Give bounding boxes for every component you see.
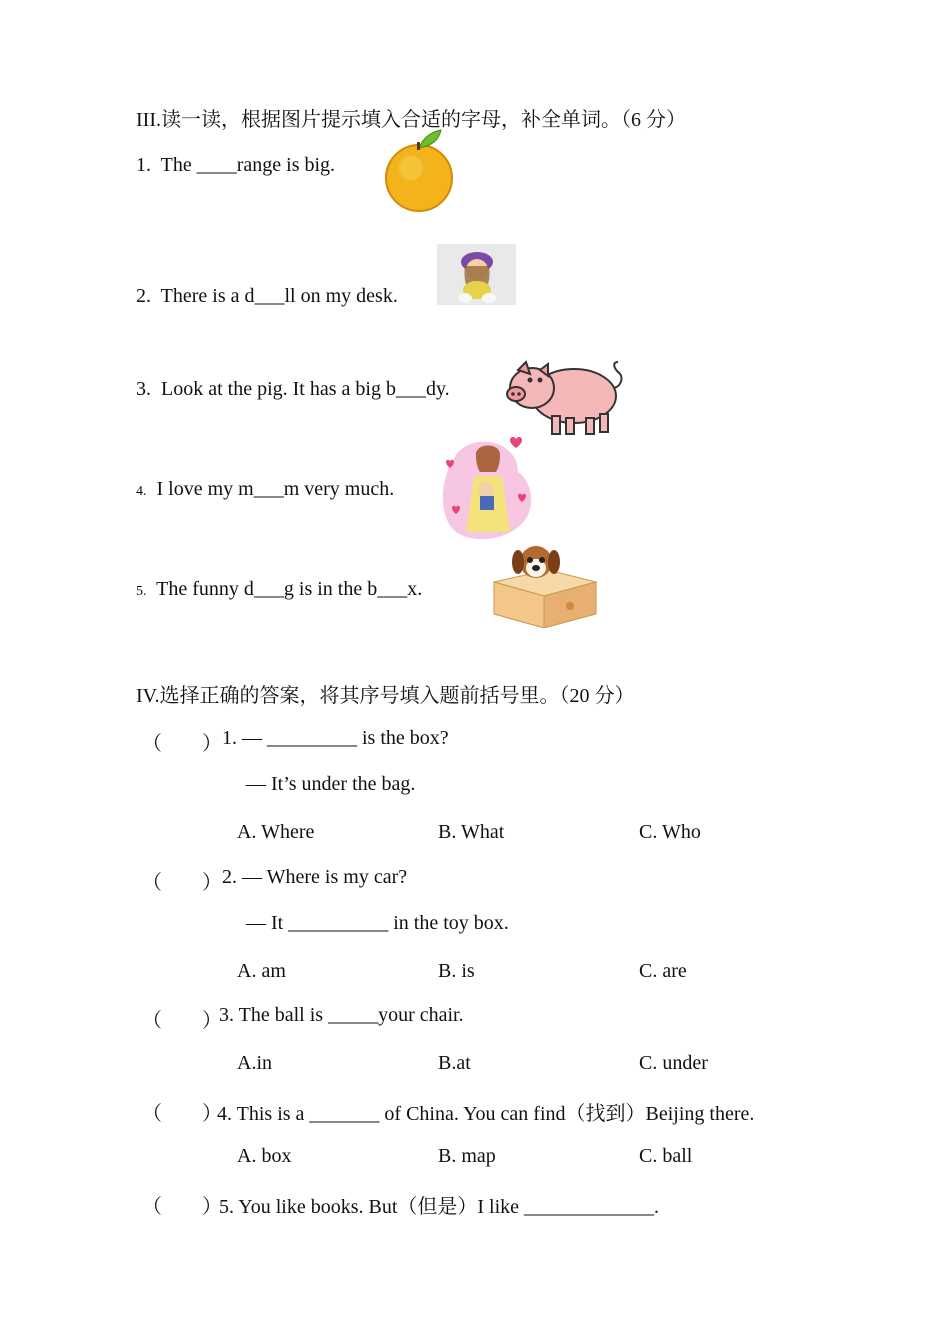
- doll-icon: [437, 244, 516, 305]
- s3-item-1: [136, 154, 335, 177]
- s3-item-1-text: The ____range is big.: [160, 154, 336, 176]
- s3-item-1-num: 1.: [136, 154, 151, 176]
- s3-item-5-num: 5.: [136, 584, 147, 599]
- q1-stem: 1. — _________ is the box?: [222, 727, 449, 749]
- s3-item-3-text: Look at the pig. It has a big b___dy.: [161, 378, 450, 400]
- q4-option-c: C. ball: [639, 1145, 693, 1167]
- q3-bracket[interactable]: （ ）: [142, 1010, 222, 1032]
- mother-child-icon: [438, 432, 538, 542]
- section-3-title: III.读一读，根据图片提示填入合适的字母，补全单词。（6 分）: [136, 109, 686, 131]
- q2-stem: 2. — Where is my car?: [222, 866, 408, 888]
- q4-option-a: A. box: [237, 1145, 292, 1167]
- orange-icon: [383, 126, 457, 214]
- q3-option-a: A.in: [237, 1052, 272, 1074]
- section-4-title: IV.选择正确的答案，将其序号填入题前括号里。（20 分）: [136, 685, 635, 707]
- q3-stem: 3. The ball is _____your chair.: [219, 1004, 464, 1026]
- s3-item-4-num: 4.: [136, 484, 147, 499]
- s3-item-3-num: 3.: [136, 378, 151, 400]
- q2-option-b: B. is: [438, 960, 475, 982]
- q1-bracket[interactable]: （ ）: [142, 733, 222, 755]
- q3-option-b: B.at: [438, 1052, 471, 1074]
- q2-option-c: C. are: [639, 960, 687, 982]
- s3-item-2: [136, 285, 398, 308]
- q2-bracket[interactable]: （ ）: [142, 872, 222, 894]
- q4-bracket[interactable]: （ ）: [142, 1103, 222, 1125]
- s3-item-3: [136, 378, 450, 401]
- q1-option-a: A. Where: [237, 821, 315, 843]
- s3-item-2-text: There is a d___ll on my desk.: [160, 285, 398, 307]
- q3-option-c: C. under: [639, 1052, 708, 1074]
- q2-answer-line: — It __________ in the toy box.: [246, 912, 509, 934]
- q1-answer-line: — It’s under the bag.: [246, 773, 416, 795]
- s3-item-4-text: I love my m___m very much.: [156, 478, 395, 500]
- q1-option-b: B. What: [438, 821, 505, 843]
- pig-icon: [496, 358, 628, 438]
- q5-bracket[interactable]: （ ）: [142, 1196, 222, 1218]
- q1-option-c: C. Who: [639, 821, 701, 843]
- dog-in-box-icon: [488, 540, 600, 628]
- s3-item-5: [136, 578, 422, 601]
- s3-item-4: [136, 478, 394, 501]
- s3-item-5-text: The funny d___g is in the b___x.: [156, 578, 423, 600]
- s3-item-2-num: 2.: [136, 285, 151, 307]
- q4-option-b: B. map: [438, 1145, 496, 1167]
- q2-option-a: A. am: [237, 960, 286, 982]
- q5-stem: 5. You like books. But（但是）I like _____________.: [219, 1196, 660, 1218]
- q4-stem: 4. This is a _______ of China. You can find（找到）Beijing there.: [217, 1103, 755, 1125]
